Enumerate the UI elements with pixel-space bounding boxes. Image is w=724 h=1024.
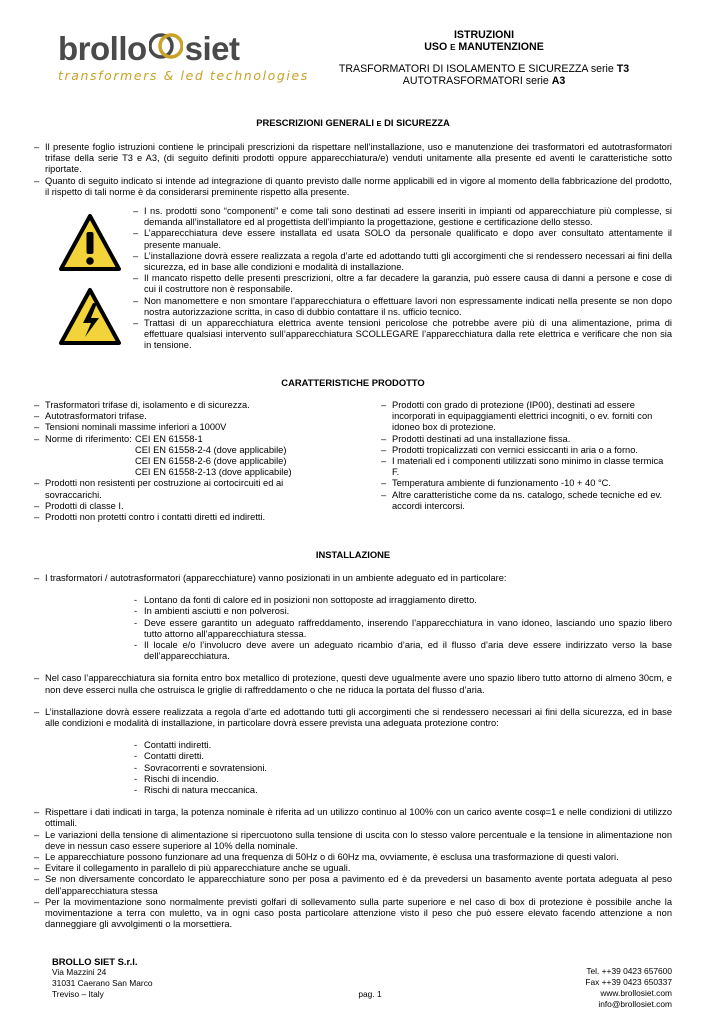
list-item: – L’installazione dovrà essere realizzata a regola d’arte ed adottando tutti gli accorgimenti che si rendessero necessari ai fini della sicurezza, ed in base alle condizioni e modalità di installazione. (133, 250, 672, 273)
norms-label: Norme di riferimento: (45, 433, 132, 444)
environment-list (34, 595, 672, 662)
logo-word-left: brollo (58, 30, 147, 68)
list-item: – Per la movimentazione sono normalmente previsti golfari di sollevamento sulla parte superiore e nel caso di box di protezione è possibile anche la movimentazione a terra con muletto, va in ogni caso posta particolare attenzione visto il peso che può essere elevato facendo attenzione a non danneggiare gli avvolgimenti o la morsettiera. (34, 896, 672, 930)
characteristic-text: Prodotti tropicalizzati con vernici essiccanti in aria o a forno. (392, 444, 638, 455)
title-autotransformers (300, 75, 668, 87)
sub-list-item: - Contatti indiretti. (134, 740, 212, 751)
sub-list-item: - Sovracorrenti e sovratensioni. (134, 762, 267, 773)
characteristic-text: Altre caratteristiche come da ns. catalogo, schede tecniche ed ev. accordi intercorsi. (392, 489, 663, 511)
norm-text: CEI EN 61558-1 (135, 433, 203, 444)
protection-text: Contatti diretti. (144, 751, 204, 762)
list-item: – Trasformatori trifase di, isolamento e di sicurezza. (34, 400, 250, 410)
final-item-text: Le variazioni della tensione di alimentazione si ripercuotono sulla tensione di uscita con lo stesso valore percentuale e la tensione in alimentazione non deve in nessun caso essere superiore al 10% della nominale. (45, 829, 672, 851)
title-autotransformers-text: AUTOTRASFORMATORI serie (402, 75, 552, 88)
environment-text: In ambienti asciutti e non polverosi. (144, 606, 290, 617)
warning-text: Il mancato rispetto delle presenti prescrizioni, oltre a far decadere la garanzia, può essere causa di danni a persone e cose di cui il costruttore non è responsabile. (144, 273, 672, 295)
footer-city: 31031 Caerano San Marco (52, 978, 153, 988)
norm-line: CEI EN 61558-2-4 (dove applicabile) (135, 444, 287, 455)
list-item: – Prodotti di classe I. (34, 500, 124, 511)
sub-list-item: - Il locale e/o l’involucro deve avere un adeguato ricambio d’aria, ed il flusso d’aria deve essere indirizzato verso la base dell’apparecchiatura. (134, 640, 672, 662)
final-item-text: Per la movimentazione sono normalmente previsti golfari di sollevamento sulla parte superiore e nel caso di box di protezione è possibile anche la movimentazione a terra con muletto, va in ogni caso posta particolare attenzione visto il peso che può essere elevato facendo attenzione a non danneggiare gli avvolgimenti o la morsettiera. (45, 896, 672, 930)
title-series-t3: T3 (616, 62, 630, 75)
list-item: – Le apparecchiature possono funzionare ad una frequenza di 50Hz o di 60Hz ma, ovviamente, è esclusa una trasformazione di questi valori. (34, 852, 619, 863)
installation-content (34, 573, 672, 930)
norm-line: CEI EN 61558-2-13 (dove applicabile) (135, 467, 292, 478)
warning-triangle-icon (58, 213, 122, 273)
warning-text: Trattasi di un apparecchiatura elettrica avente tensioni pericolose che potrebbe avere più di una alimentazione, prima di effettuare qualsiasi intervento sull’apparecchiatura SCOLLEGARE l’apparecchiatura dalla rete elettrica e verificare che non sia in tensione. (144, 318, 672, 351)
title-instructions: ISTRUZIONI (453, 29, 515, 41)
footer-street: Via Mazzini 24 (52, 967, 107, 977)
warning-text: I ns. prodotti sono “componenti” e come tali sono destinati ad essere inseriti in impianti od apparecchiature più complesse, si demanda all’installatore ed al progettista dell’impianto la progettazione, gestione e certificazione dello stesso. (144, 206, 672, 228)
protection-list (34, 740, 672, 796)
protection-text: Rischi di incendio. (144, 773, 219, 784)
list-item: – L’installazione dovrà essere realizzata a regola d’arte ed adottando tutti gli accorgimenti che si rendessero necessari ai fini della sicurezza, ed in base alle condizioni e modalità di installazione, in particolare dovrà essere prevista una adeguata protezione contro: (34, 706, 672, 729)
list-item: – Prodotti con grado di protezione (IP00), destinati ad essere incorporati in equipaggiamenti elettrici incogniti, o ev. forniti con idoneo box di protezione. (381, 400, 653, 433)
footer-country: Treviso – Italy (52, 989, 104, 999)
final-item-text: Evitare il collegamento in parallelo di più apparecchiature anche se uguali. (45, 863, 351, 874)
section-title-installation: INSTALLAZIONE (315, 549, 391, 560)
general-list (34, 142, 672, 198)
sub-list-item: - Rischi di incendio. (134, 773, 219, 784)
installation-intro: I trasformatori / autotrasformatori (apparecchiature) vanno posizionati in un ambiente adeguato ed in particolare: (45, 573, 507, 583)
warning-text: L’installazione dovrà essere realizzata a regola d’arte ed adottando tutti gli accorgimenti che si rendessero necessari ai fini della sicurezza, ed in base alle condizioni e modalità di installazione. (144, 250, 672, 273)
section-title-characteristics: CARATTERISTICHE PRODOTTO (281, 377, 425, 388)
title-and-part: E (450, 43, 456, 53)
environment-text: Lontano da fonti di calore ed in posizioni non sottoposte ad irraggiamento diretto. (144, 595, 477, 606)
company-logo (58, 30, 309, 88)
sub-list-item: - In ambienti asciutti e non polverosi. (134, 606, 290, 617)
title-transformers (300, 63, 668, 75)
sub-list-item: - Deve essere garantito un adeguato raffreddamento, inserendo l’apparecchiatura in vano idoneo, lasciando uno spazio libero tutto attorno all’apparecchiatura stessa. (134, 617, 672, 639)
list-item: – Nel caso l’apparecchiatura sia fornita entro box metallico di protezione, questi deve ugualmente avere uno spazio libero tutto attorno di almeno 30cm, e non deve esserci nulla che ostruisca le griglie di raffreddamento o che ne riduca la portata del flusso d’aria. (34, 673, 672, 695)
list-item: – Prodotti tropicalizzati con vernici essiccanti in aria o a forno. (381, 444, 638, 455)
final-item-text: Le apparecchiature possono funzionare ad una frequenza di 50Hz o di 60Hz ma, ovviamente, è esclusa una trasformazione di questi valori. (45, 852, 619, 863)
logo-wordmark (58, 30, 290, 67)
title-series-a3: A3 (551, 75, 566, 88)
environment-text: Il locale e/o l’involucro deve avere un adeguato ricambio d’aria, ed il flusso d’aria deve essere indirizzato verso la base dell’apparecchiatura. (144, 640, 672, 662)
footer-address (52, 956, 252, 1000)
protection-text: Sovracorrenti e sovratensioni. (144, 762, 267, 773)
logo-word-right: siet (184, 30, 240, 68)
install-note: L’installazione dovrà essere realizzata a regola d’arte ed adottando tutti gli accorgimenti che si rendessero necessari ai fini della sicurezza, ed in base alle condizioni e modalità di installazione, in particolare dovrà essere prevista una adeguata protezione contro: (45, 706, 672, 729)
characteristic-text: Autotrasformatori trifase. (45, 411, 147, 422)
section-title-general (34, 117, 672, 129)
list-item: – I materiali ed i componenti utilizzati sono minimo in classe termica F. (381, 456, 664, 478)
sub-list-item: - Lontano da fonti di calore ed in posizioni non sottoposte ad irraggiamento diretto. (134, 595, 477, 606)
characteristic-text: Prodotti con grado di protezione (IP00), destinati ad essere incorporati in equipaggiamenti elettrici incogniti, o ev. forniti con idoneo box di protezione. (392, 400, 653, 433)
characteristic-text: Prodotti non resistenti per costruzione ai cortocircuiti ed ai sovraccarichi. (45, 478, 284, 500)
footer-website-link[interactable]: www.brollosiet.com (600, 988, 672, 998)
protection-text: Rischi di natura meccanica. (144, 785, 258, 796)
title-transformers-text: TRASFORMATORI DI ISOLAMENTO E SICUREZZA serie (338, 62, 617, 75)
list-item: – I ns. prodotti sono “componenti” e come tali sono destinati ad essere inseriti in impianti od apparecchiature più complesse, si demanda all’installatore ed al progettista dell’impianto la progettazione, gestione e certificazione dello stesso. (133, 206, 672, 228)
title-maint-part: MANUTENZIONE (455, 41, 544, 54)
general-item-text: Il presente foglio istruzioni contiene le principali prescrizioni da rispettare nell’installazione, uso e manutenzione dei trasformatori ed autotrasformatori trifase della serie T3 e A3, (di seguito definiti prodotti oppure apparecchiatura/e) venduti unitamente alla presente ed aventi le caratteristiche sotto riportate. (45, 142, 672, 175)
page-number: pag. 1 (358, 989, 382, 999)
title-use-part: USO (424, 41, 451, 54)
general-item-text: Quanto di seguito indicato si intende ad integrazione di quanto previsto dalle norme applicabili ed in vigore al momento della fabbricazione del prodotto, il rispetto di tali norme è da considerarsi preminente rispetto alla presente. (45, 175, 672, 197)
list-item: – Se non diversamente concordato le apparecchiature sono per posa a pavimento ed è da prevedersi un basamento avente portata adeguata al peso dell’apparecchiatura stessa (34, 874, 672, 896)
footer-email-link[interactable]: info@brollosiet.com (598, 999, 672, 1009)
document-title (300, 29, 668, 88)
footer-company: BROLLO SIET S.r.l. (52, 956, 138, 967)
list-item: – L’apparecchiatura deve essere installata ed usata SOLO da personale qualificato e dopo aver consultato attentamente il presente manuale. (133, 228, 672, 250)
list-item: – Altre caratteristiche come da ns. catalogo, schede tecniche ed ev. accordi intercorsi. (381, 489, 663, 511)
list-item: – Non manomettere e non smontare l’apparecchiatura o effettuare lavori non espressamente indicati nella presente se non dopo nostra autorizzazione scritta, in caso di dubbio contattare il ns. ufficio tecnico. (133, 295, 672, 317)
list-item: – Temperatura ambiente di funzionamento -10 + 40 °C. (381, 478, 611, 489)
sub-list-item: - Contatti diretti. (134, 751, 204, 762)
list-item: – Il mancato rispetto delle presenti prescrizioni, oltre a far decadere la garanzia, può essere causa di danni a persone e cose di cui il costruttore non è responsabile. (133, 273, 672, 295)
characteristic-text: I materiali ed i componenti utilizzati sono minimo in classe termica F. (392, 456, 664, 478)
box-note: Nel caso l’apparecchiatura sia fornita entro box metallico di protezione, questi deve ugualmente avere uno spazio libero tutto attorno di almeno 30cm, e non deve esserci nulla che ostruisca le griglie di raffreddamento o che ne riduca la portata del flusso d’aria. (45, 673, 672, 695)
safety-warnings-list (133, 206, 672, 352)
characteristic-text: Prodotti di classe I. (45, 500, 124, 511)
list-item: – Il presente foglio istruzioni contiene le principali prescrizioni da rispettare nell’installazione, uso e manutenzione dei trasformatori ed autotrasformatori trifase della serie T3 e A3, (di seguito definiti prodotti oppure apparecchiatura/e) venduti unitamente alla presente ed aventi le caratteristiche sotto riportate. (34, 142, 672, 175)
characteristics-left-list (34, 400, 334, 523)
characteristic-text: Temperatura ambiente di funzionamento -10 + 40 °C. (392, 478, 611, 489)
characteristic-text: Prodotti destinati ad una installazione fissa. (392, 433, 571, 444)
warning-text: Non manomettere e non smontare l’apparecchiatura o effettuare lavori non espressamente indicati nella presente se non dopo nostra autorizzazione scritta, in caso di dubbio contattare il ns. ufficio tecnico. (144, 295, 672, 317)
general-title-b: DI SICUREZZA (381, 117, 450, 128)
electric-hazard-icon (58, 287, 122, 347)
warning-text: L’apparecchiatura deve essere installata ed usata SOLO da personale qualificato e dopo aver consultato attentamente il presente manuale. (144, 228, 672, 250)
list-item: – Evitare il collegamento in parallelo di più apparecchiature anche se uguali. (34, 863, 351, 874)
list-item: – Le variazioni della tensione di alimentazione si ripercuotono sulla tensione di uscita con lo stesso valore percentuale e la tensione in alimentazione non deve in nessun caso essere superiore al 10% della nominale. (34, 829, 672, 851)
list-item: – Rispettare i dati indicati in targa, la potenza nominale è riferita ad un utilizzo continuo al 100% con un carico avente cosφ=1 e nelle condizioni di utilizzo ottimali. (34, 807, 672, 829)
characteristic-text: Tensioni nominali massime inferiori a 1000V (45, 422, 227, 433)
characteristic-text: Trasformatori trifase di, isolamento e di sicurezza. (45, 400, 250, 410)
environment-text: Deve essere garantito un adeguato raffreddamento, inserendo l’apparecchiatura in vano idoneo, lasciando uno spazio libero tutto attorno all’apparecchiatura stessa. (144, 617, 672, 639)
characteristic-text: Prodotti non protetti contro i contatti diretti ed indiretti. (45, 512, 266, 523)
list-item: – Tensioni nominali massime inferiori a 1000V (34, 422, 227, 433)
general-title-e: E (376, 119, 382, 128)
characteristics-right-list (381, 400, 673, 512)
logo-symbol-icon (149, 31, 183, 67)
norm-line: CEI EN 61558-2-6 (dove applicabile) (135, 456, 287, 467)
title-use-maintenance (300, 41, 668, 54)
list-item: – Autotrasformatori trifase. (34, 411, 147, 422)
logo-tagline: transformers & led technologies (58, 68, 309, 84)
list-item: – Trattasi di un apparecchiatura elettrica avente tensioni pericolose che potrebbe avere più di una alimentazione, prima di effettuare qualsiasi intervento sull’apparecchiatura SCOLLEGARE l’apparecchiatura dalla rete elettrica e verificare che non sia in tensione. (133, 318, 672, 351)
list-item: – Prodotti non resistenti per costruzione ai cortocircuiti ed ai sovraccarichi. (34, 478, 284, 500)
protection-text: Contatti indiretti. (144, 740, 212, 751)
footer-tel: Tel. ++39 0423 657600 (586, 966, 672, 976)
list-item: – Prodotti destinati ad una installazione fissa. (381, 433, 571, 444)
general-title-a: PRESCRIZIONI GENERALI (256, 117, 377, 128)
final-item-text: Rispettare i dati indicati in targa, la potenza nominale è riferita ad un utilizzo continuo al 100% con un carico avente cosφ=1 e nelle condizioni di utilizzo ottimali. (45, 807, 672, 829)
list-item: – I trasformatori / autotrasformatori (apparecchiature) vanno posizionati in un ambiente adeguato ed in particolare: (34, 573, 507, 583)
footer-fax: Fax ++39 0423 650337 (585, 977, 672, 987)
list-item: – Quanto di seguito indicato si intende ad integrazione di quanto previsto dalle norme applicabili ed in vigore al momento della fabbricazione del prodotto, il rispetto di tali norme è da considerarsi preminente rispetto alla presente. (34, 175, 672, 197)
norms-row: – Norme di riferimento: CEI EN 61558-1 (34, 433, 203, 444)
sub-list-item: - Rischi di natura meccanica. (134, 785, 258, 796)
list-item: – Prodotti non protetti contro i contatti diretti ed indiretti. (34, 512, 266, 523)
footer-contacts (470, 956, 672, 1010)
final-item-text: Se non diversamente concordato le apparecchiature sono per posa a pavimento ed è da prevedersi un basamento avente portata adeguata al peso dell’apparecchiatura stessa (45, 874, 672, 896)
